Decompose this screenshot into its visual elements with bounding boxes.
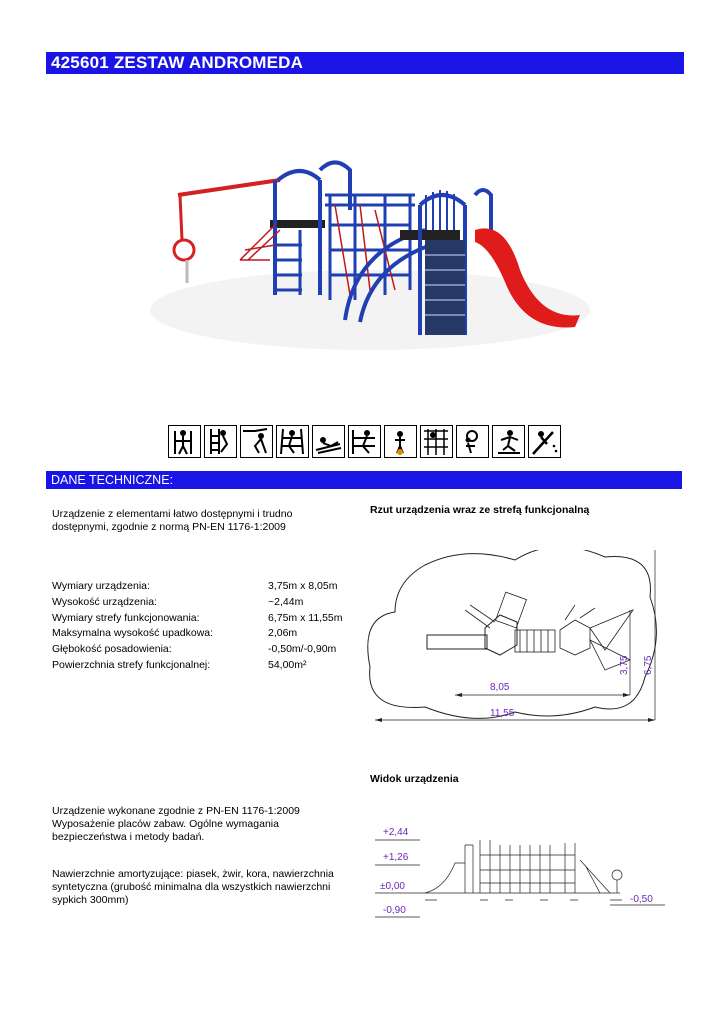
- level-right-foundation: -0,50: [630, 894, 653, 905]
- product-illustration: [130, 150, 590, 350]
- level-platform: +1,26: [383, 852, 409, 863]
- view-heading: Widok urządzenia: [370, 773, 459, 785]
- spec-row: [52, 627, 372, 643]
- spec-label: Wysokość urządzenia:: [52, 595, 157, 608]
- title-bar: [46, 52, 684, 74]
- spec-value: ~2,44m: [268, 595, 304, 608]
- grid-net-icon: [420, 425, 453, 458]
- climbing-frame-icon: [348, 425, 381, 458]
- plan-heading: Rzut urządzenia wraz ze strefą funkcjonalną: [370, 504, 590, 516]
- spec-row: [52, 643, 372, 659]
- crawling-net-icon: [312, 425, 345, 458]
- spec-row: [52, 580, 372, 596]
- spec-row: [52, 659, 372, 675]
- spec-row: [52, 612, 372, 628]
- spec-value: -0,50m/-0,90m: [268, 643, 337, 656]
- surface-text: Nawierzchnie amortyzujące: piasek, żwir, kora, nawierzchnia syntetyczna (grubość minimalna dla wszystkich nawierzchni sypkich 300mm): [52, 868, 334, 906]
- plan-drawing: [365, 550, 670, 725]
- page-title: 425601 ZESTAW ANDROMEDA: [51, 53, 304, 72]
- dim-zone-length: 11,55: [490, 708, 515, 719]
- elevation-drawing: [365, 815, 670, 920]
- ring-hang-icon: [384, 425, 417, 458]
- spec-value: 6,75m x 11,55m: [268, 611, 343, 624]
- balance-icon: [492, 425, 525, 458]
- spec-label: Wymiary urządzenia:: [52, 580, 150, 592]
- dim-zone-width: 6,75: [643, 655, 654, 675]
- section-bar: [46, 471, 684, 489]
- rope-ladder-icon: [276, 425, 309, 458]
- spec-value: 2,06m: [268, 627, 298, 640]
- spec-row: [52, 596, 372, 612]
- dim-device-length: 8,05: [490, 682, 510, 693]
- spec-label: Wymiary strefy funkcjonowania:: [52, 611, 200, 624]
- spec-label: Głębokość posadowienia:: [52, 643, 172, 656]
- ladder-climb-icon: [204, 425, 237, 458]
- specs-table: [52, 580, 372, 675]
- spec-value: 54,00m²: [268, 658, 307, 671]
- intro-text: Urządzenie z elementami łatwo dostępnymi i trudno dostępnymi, zgodnie z normą PN-EN 1176-1:2009: [52, 508, 293, 533]
- spec-label: Maksymalna wysokość upadkowa:: [52, 627, 214, 640]
- level-foundation: -0,90: [383, 905, 406, 916]
- slide-icon: [528, 425, 561, 458]
- level-top: +2,44: [383, 827, 409, 838]
- swing-ring-icon: [456, 425, 489, 458]
- norm-text: Urządzenie wykonane zgodnie z PN-EN 1176-1:2009 Wyposażenie placów zabaw. Ogólne wymagania bezpieczeństwa i metody badań.: [52, 805, 300, 843]
- dim-device-width: 3,75: [619, 655, 630, 675]
- activity-icons: [168, 425, 561, 461]
- climbing-wall-icon: [168, 425, 201, 458]
- section-title: DANE TECHNICZNE:: [51, 473, 174, 487]
- spec-label: Powierzchnia strefy funkcjonalnej:: [52, 658, 211, 671]
- spec-value: 3,75m x 8,05m: [268, 580, 338, 592]
- level-ground: ±0,00: [380, 881, 405, 892]
- hanging-bar-icon: [240, 425, 273, 458]
